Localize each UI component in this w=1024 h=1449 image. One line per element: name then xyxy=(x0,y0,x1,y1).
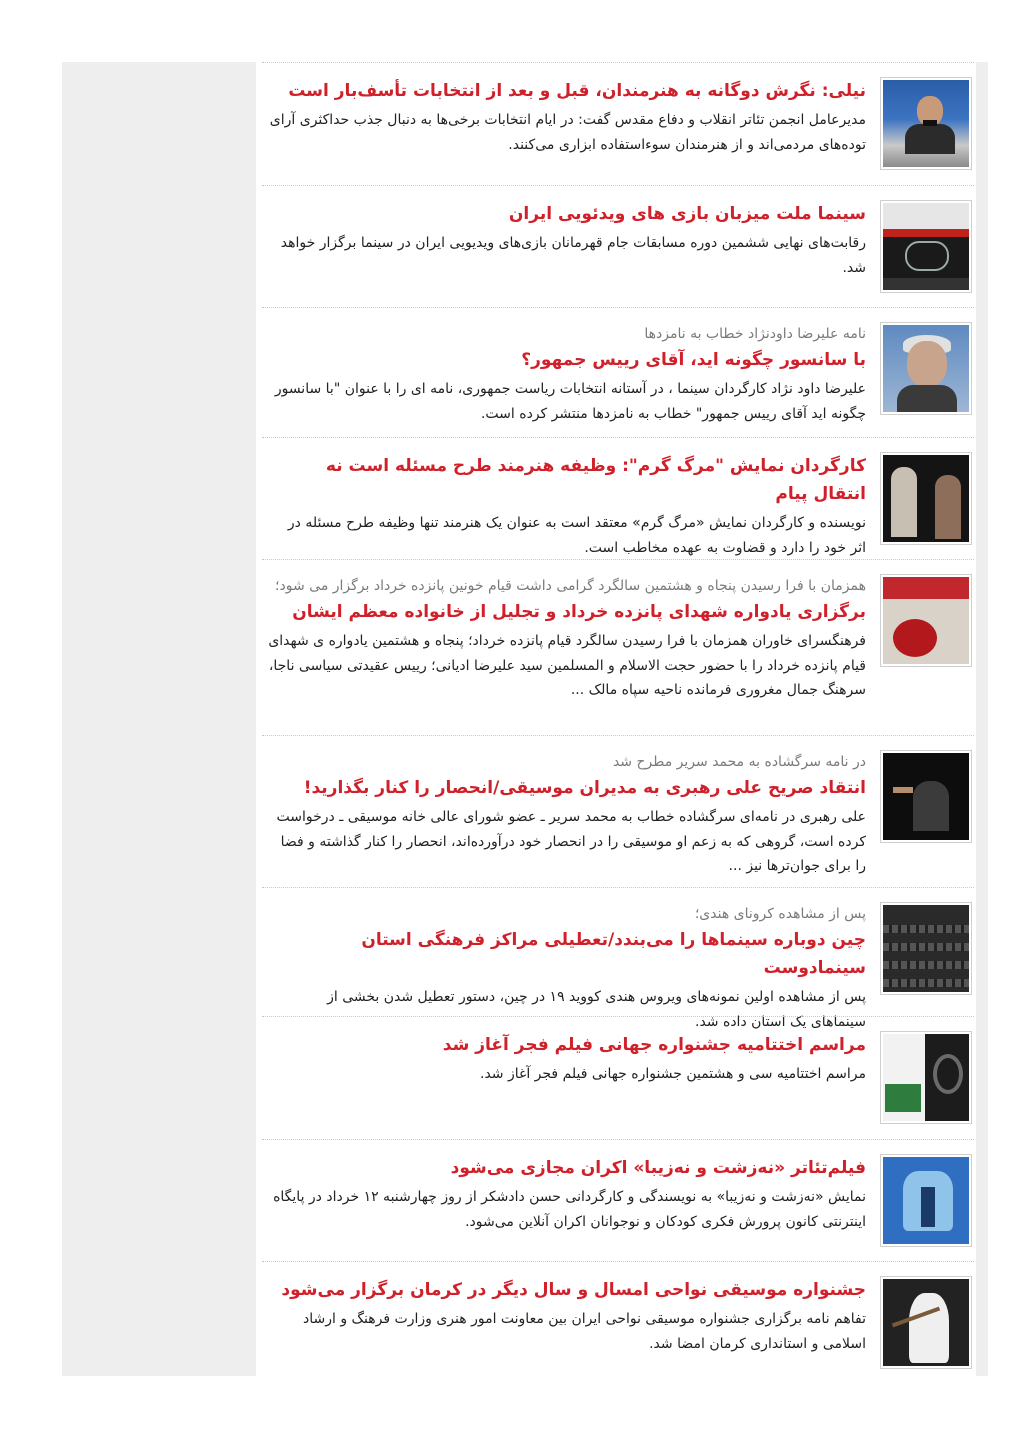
news-kicker: پس از مشاهده کرونای هندی؛ xyxy=(694,906,866,922)
news-summary: نمایش «نه‌زشت و نه‌زیبا» به نویسندگی و کارگردانی حسن دادشکر از روز چهارشنبه ۱۲ خرداد در پایگاه اینترنتی کانون پرورش فکری کودکان و نوجوانان اکران آنلاین می‌شود. xyxy=(273,1189,866,1230)
video-game-poster-icon[interactable] xyxy=(880,200,972,293)
news-title[interactable]: جشنواره موسیقی نواحی امسال و سال دیگر در کرمان برگزار می‌شود xyxy=(281,1280,866,1300)
news-kicker: همزمان با فرا رسیدن پنجاه و هشتمین سالگرد گرامی داشت قیام خونین پانزده خرداد برگزار می شود؛ xyxy=(275,578,866,594)
news-summary: پس از مشاهده اولین نمونه‌های ویروس هندی کووید ۱۹ در چین، دستور تعطیل شدن بخشی از سینماهای یک استان داده شد. xyxy=(327,989,866,1030)
news-summary: فرهنگسرای خاوران همزمان با فرا رسیدن سالگرد قیام پانزده خرداد؛ پنجاه و هشتمین یادواره ی شهدای قیام پانزده خرداد را با حضور حجت الاسلام و المسلمین سید علیرضا ادیانی؛ رییس عقیدتی سیاسی ناجا، سرهنگ جمال مغروری فرمانده ناحیه سپاه مالک ... xyxy=(268,633,866,698)
news-item xyxy=(262,1261,974,1375)
news-summary: مدیرعامل انجمن تئاتر انقلاب و دفاع مقدس گفت: در ایام انتخابات برخی‌ها به دنبال جذب حداکثری آرای توده‌های مردمی‌اند و از هنرمندان سوءاستفاده ابزاری می‌کنند. xyxy=(269,112,866,153)
news-title[interactable]: سینما ملت میزبان بازی های ویدئویی ایران xyxy=(508,204,866,224)
news-kicker: نامه علیرضا داودنژاد خطاب به نامزدها xyxy=(644,326,866,342)
right-sidebar-strip xyxy=(976,62,988,1376)
news-summary: علیرضا داود نژاد کارگردان سینما ، در آستانه انتخابات ریاست جمهوری، نامه ای را با عنوان "با سانسور چگونه اید آقای رییس جمهور" خطاب به نامزدها منتشر کرده است. xyxy=(274,381,866,422)
news-item xyxy=(262,437,974,559)
news-summary: تفاهم نامه برگزاری جشنواره موسیقی نواحی ایران بین معاونت امور هنری وزارت فرهنگ و ارشاد اسلامی و استانداری کرمان امضا شد. xyxy=(302,1311,866,1352)
speaker-at-podium-photo-icon[interactable] xyxy=(880,77,972,170)
news-title[interactable]: فیلم‌تئاتر «نه‌زشت و نه‌زیبا» اکران مجازی می‌شود xyxy=(450,1158,866,1178)
folk-musician-photo-icon[interactable] xyxy=(880,1276,972,1369)
news-item xyxy=(262,735,974,887)
commemoration-poster-icon[interactable] xyxy=(880,574,972,667)
portrait-photo-icon[interactable] xyxy=(880,322,972,415)
news-title[interactable]: انتقاد صریح علی رهبری به مدیران موسیقی/انحصار را کنار بگذارید! xyxy=(303,778,866,798)
news-item xyxy=(262,887,974,1030)
news-item xyxy=(262,185,974,307)
conductor-photo-icon[interactable] xyxy=(880,750,972,843)
news-title[interactable]: چین دوباره سینماها را می‌بندد/تعطیلی مراکز فرهنگی استان سینمادوست xyxy=(361,930,866,978)
news-item xyxy=(262,62,974,185)
news-title[interactable]: برگزاری یادواره شهدای پانزده خرداد و تجلیل از خانواده معظم ایشان xyxy=(292,602,866,622)
news-kicker: در نامه سرگشاده به محمد سریر مطرح شد xyxy=(612,754,866,770)
news-summary: رقابت‌های نهایی ششمین دوره مسابقات جام قهرمانان بازی‌های ویدیویی ایران در سینما برگزار خواهد شد. xyxy=(280,235,866,276)
news-summary: مراسم اختتامیه سی و هشتمین جشنواره جهانی فیلم فجر آغاز شد. xyxy=(480,1066,866,1082)
news-title[interactable]: کارگردان نمایش "مرگ گرم": وظیفه هنرمند طرح مسئله است نه انتقال پیام xyxy=(325,456,866,504)
theater-poster-icon[interactable] xyxy=(880,1154,972,1247)
news-list xyxy=(262,62,974,1375)
cinema-seats-photo-icon[interactable] xyxy=(880,902,972,995)
news-item xyxy=(262,307,974,437)
left-sidebar xyxy=(62,62,256,1376)
news-title[interactable]: مراسم اختتامیه جشنواره جهانی فیلم فجر آغاز شد xyxy=(442,1035,866,1055)
news-summary: علی رهبری در نامه‌ای سرگشاده خطاب به محمد سریر ـ عضو شورای عالی خانه موسیقی ـ درخواست کرده است، گروهی که به زعم او موسیقی را در انحصار خود درآورده‌اند، انحصار را کنار گذاشته و فضا را برای جوان‌ترها نیز ... xyxy=(276,809,866,874)
theater-scene-photo-icon[interactable] xyxy=(880,452,972,545)
news-title[interactable]: با سانسور چگونه اید، آقای رییس جمهور؟ xyxy=(521,350,866,370)
news-summary: نویسنده و کارگردان نمایش «مرگ گرم» معتقد است به عنوان یک هنرمند تنها وظیفه طرح مسئله در اثر خود را دارد و قضاوت به عهده مخاطب است. xyxy=(287,515,866,556)
news-item xyxy=(262,1139,974,1261)
festival-ceremony-photo-icon[interactable] xyxy=(880,1031,972,1124)
news-title[interactable]: نیلی: نگرش دوگانه به هنرمندان، قبل و بعد از انتخابات تأسف‌بار است xyxy=(288,81,866,101)
news-item xyxy=(262,559,974,735)
news-item xyxy=(262,1016,974,1139)
